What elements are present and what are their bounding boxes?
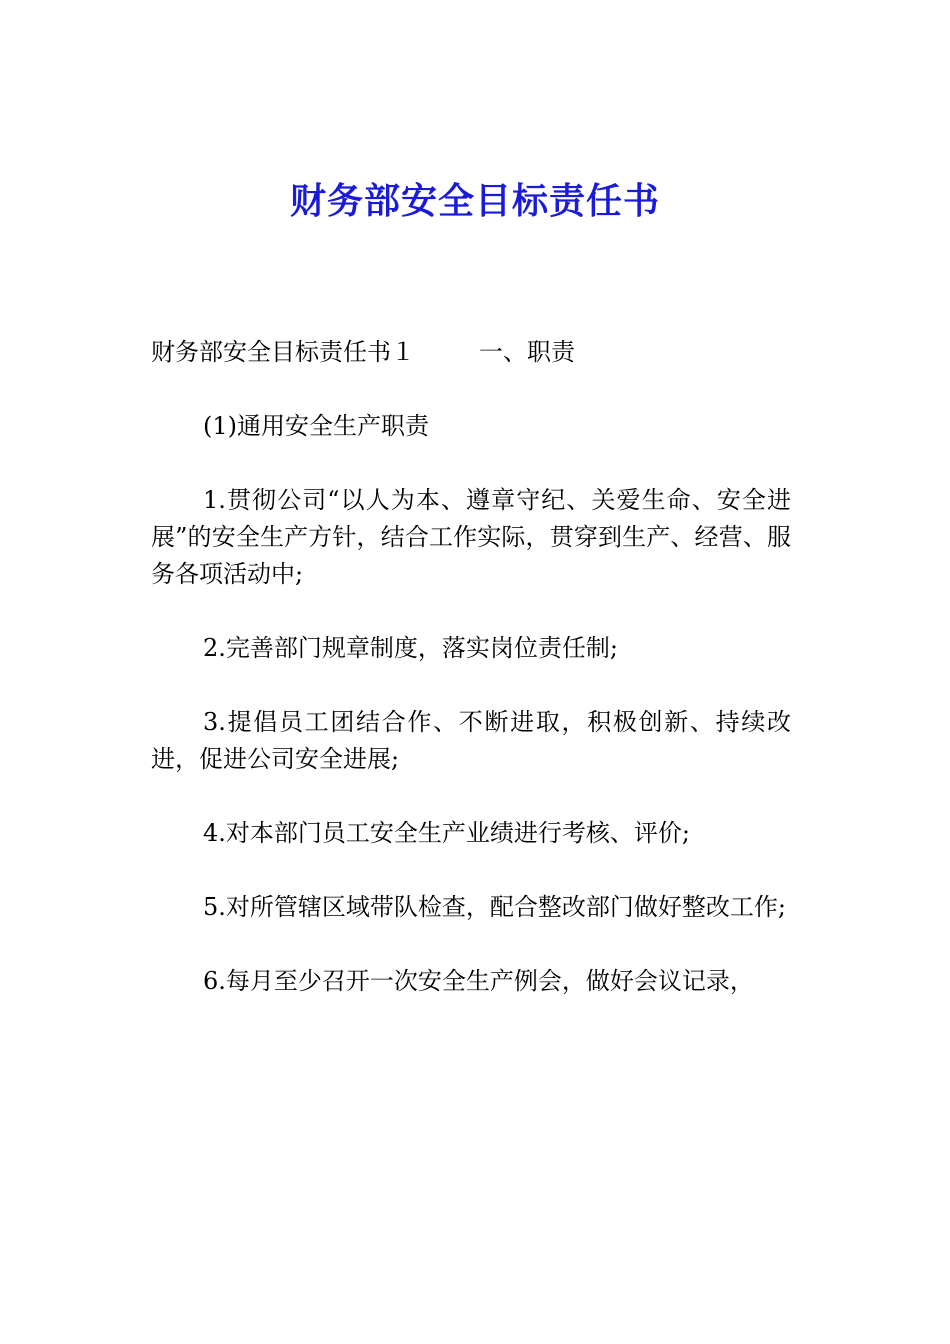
intro-line <box>151 334 791 371</box>
intro-heading: 财务部安全目标责任书１ <box>151 338 415 366</box>
duty-item-6: 6.每月至少召开一次安全生产例会，做好会议记录， <box>203 967 754 995</box>
duty-item-2: 2.完善部门规章制度，落实岗位责任制; <box>203 634 618 662</box>
duty-item-1: 1.贯彻公司“以人为本、遵章守纪、关爱生命、安全进展”的安全生产方针，结合工作实际，贯穿到生产、经营、服务各项活动中; <box>151 486 791 588</box>
section-heading: 一、职责 <box>479 338 575 366</box>
duty-item-4: 4.对本部门员工安全生产业绩进行考核、评价; <box>203 819 690 847</box>
subsection-heading: (1)通用安全生产职责 <box>203 412 429 440</box>
document-title: 财务部安全目标责任书 <box>289 181 660 222</box>
duty-item-3: 3.提倡员工团结合作、不断进取，积极创新、持续改进，促进公司安全进展; <box>151 708 791 773</box>
document-body <box>151 334 791 1037</box>
duty-item-5: 5.对所管辖区域带队检查，配合整改部门做好整改工作; <box>203 893 786 921</box>
